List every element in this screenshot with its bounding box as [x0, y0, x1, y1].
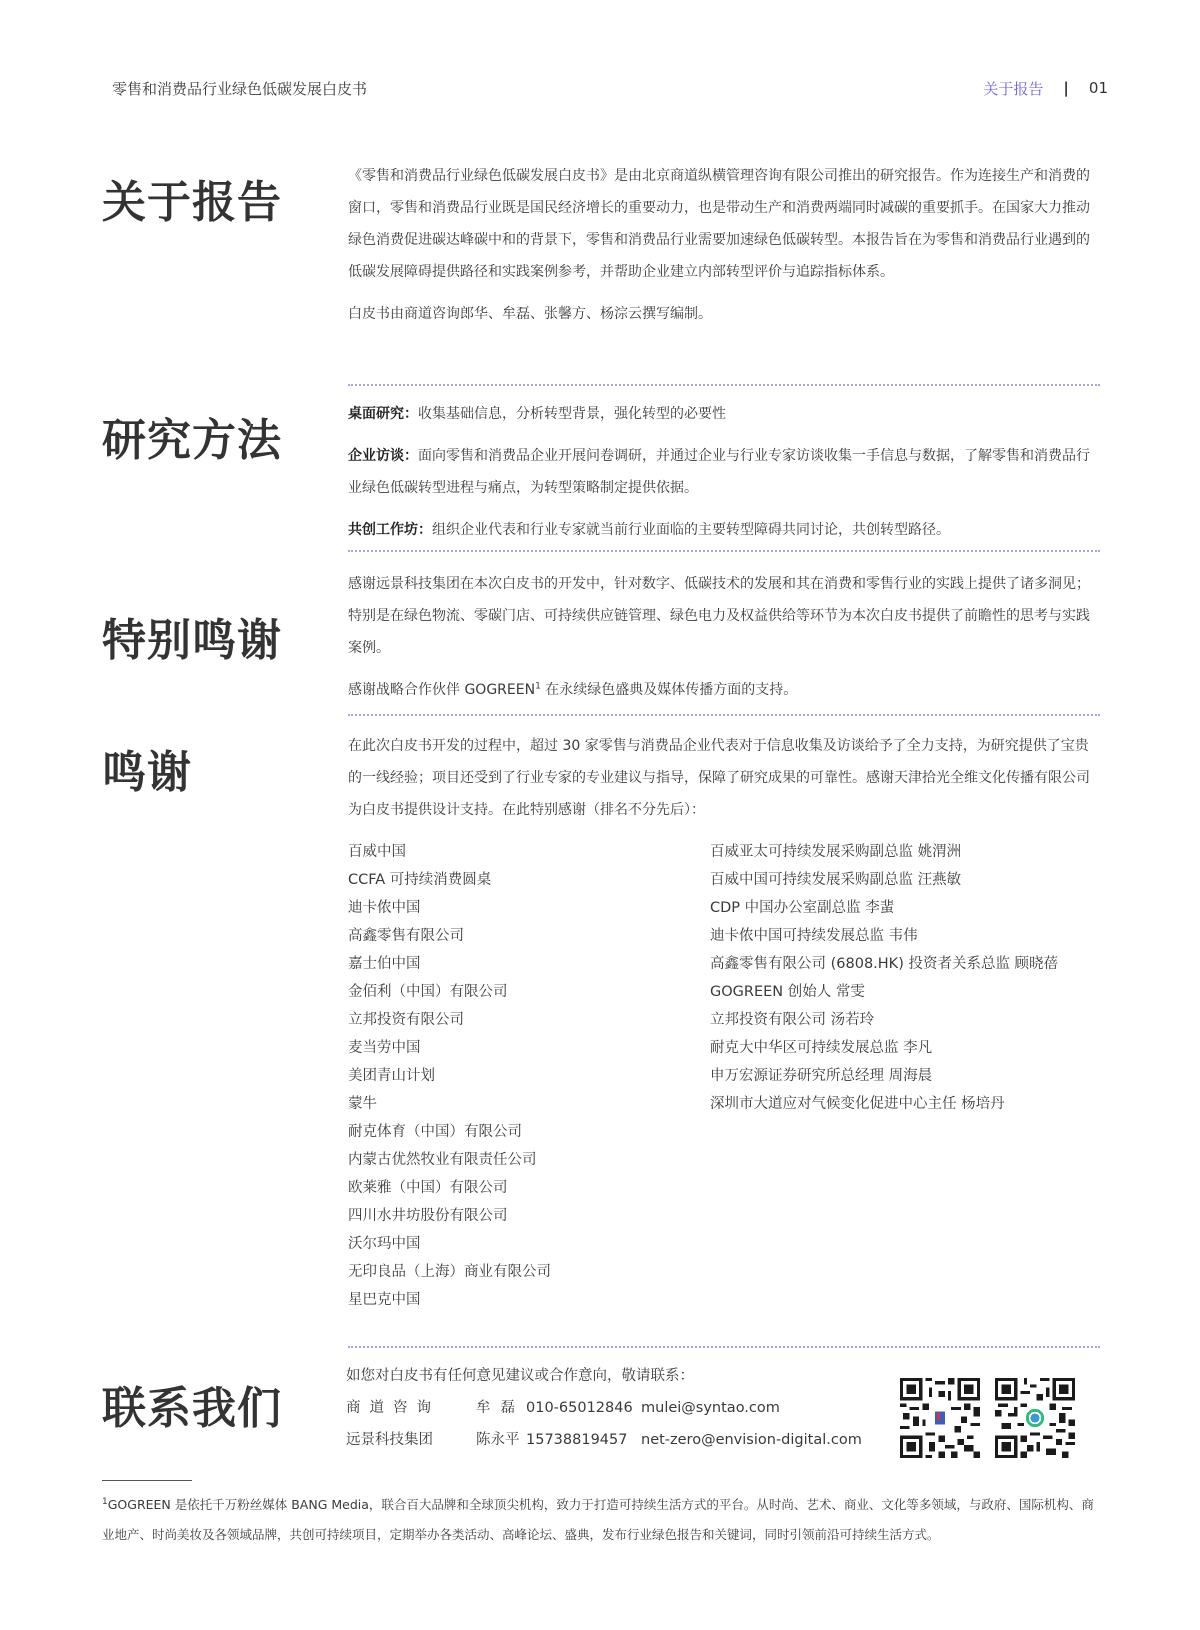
special-thanks-paragraph: 感谢远景科技集团在本次白皮书的开发中，针对数字、低碳技术的发展和其在消费和零售行业的实践上提供了诸多洞见；特别是在绿色物流、零碳门店、可持续供应链管理、绿色电力及权益供给等环节为本次白皮书提供了前瞻性的思考与实践案例。: [348, 576, 1090, 656]
company-list: [348, 838, 710, 1314]
company-item: 无印良品（上海）商业有限公司: [348, 1264, 551, 1280]
company-item: 迪卡侬中国: [348, 900, 421, 916]
footnote: [102, 1490, 1102, 1550]
header-separator: |: [1063, 79, 1069, 97]
contact-phone[interactable]: 15738819457: [526, 1432, 628, 1448]
section-heading-thanks: 鸣谢: [102, 747, 192, 798]
section-heading-about: 关于报告: [102, 177, 282, 228]
expert-item: 百威中国可持续发展采购副总监 汪燕敏: [710, 872, 962, 888]
page-header: [112, 76, 1108, 100]
about-paragraph: 《零售和消费品行业绿色低碳发展白皮书》是由北京商道纵横管理咨询有限公司推出的研究报告。作为连接生产和消费的窗口，零售和消费品行业既是国民经济增长的重要动力，也是带动生产和消费两端同时减碳的重要抓手。在国家大力推动绿色消费促进碳达峰碳中和的背景下，零售和消费品行业需要加速绿色低碳转型。本报告旨在为零售和消费品行业遇到的低碳发展障碍提供路径和实践案例参考，并帮助企业建立内部转型评价与追踪指标体系。: [348, 168, 1090, 280]
document-title: 零售和消费品行业绿色低碳发展白皮书: [112, 79, 368, 98]
expert-item: 高鑫零售有限公司 (6808.HK) 投资者关系总监 顾晓蓓: [710, 956, 1059, 972]
company-item: 金佰利（中国）有限公司: [348, 984, 508, 1000]
expert-item: CDP 中国办公室副总监 李蜚: [710, 900, 895, 916]
special-thanks-content: [348, 568, 1100, 706]
current-section-name: 关于报告: [983, 79, 1044, 98]
company-item: 四川水井坊股份有限公司: [348, 1208, 508, 1224]
syntao-qr-code-icon[interactable]: [900, 1378, 980, 1458]
contact-row-syntao: [346, 1392, 1098, 1424]
company-item: 高鑫零售有限公司: [348, 928, 464, 944]
method-text: 收集基础信息，分析转型背景，强化转型的必要性: [418, 406, 726, 422]
expert-list: [710, 838, 1058, 1314]
company-item: CCFA 可持续消费圆桌: [348, 872, 492, 888]
section-divider: [348, 1346, 1100, 1348]
method-label: 桌面研究：: [348, 406, 418, 422]
expert-item: 申万宏源证券研究所总经理 周海晨: [710, 1068, 933, 1084]
contact-row-envision: [346, 1424, 1098, 1456]
special-thanks-gogreen: [348, 674, 1100, 706]
footnote-marker[interactable]: 1: [535, 681, 541, 692]
expert-item: GOGREEN 创始人 常雯: [710, 984, 865, 1000]
company-item: 美团青山计划: [348, 1068, 435, 1084]
contact-org: 远景科技集团: [346, 1432, 433, 1448]
section-divider: [348, 550, 1100, 552]
method-text: 面向零售和消费品企业开展问卷调研，并通过企业与行业专家访谈收集一手信息与数据，了解零售和消费品行业绿色低碳转型进程与痛点，为转型策略制定提供依据。: [348, 448, 1090, 496]
contact-name: 牟磊: [476, 1400, 525, 1416]
section-heading-methods: 研究方法: [102, 415, 282, 466]
gogreen-text-suffix: 在永续绿色盛典及媒体传播方面的支持。: [540, 682, 798, 698]
expert-item: 深圳市大道应对气候变化促进中心主任 杨培丹: [710, 1096, 1005, 1112]
company-item: 星巴克中国: [348, 1292, 421, 1308]
expert-item: 立邦投资有限公司 汤若玲: [710, 1012, 875, 1028]
company-item: 百威中国: [348, 844, 406, 860]
method-label: 共创工作坊：: [348, 522, 432, 538]
contact-org: 商道咨询: [346, 1400, 440, 1416]
thanks-content: [348, 730, 1100, 1314]
footnote-rule: [102, 1480, 192, 1481]
gogreen-text: 感谢战略合作伙伴 GOGREEN: [348, 682, 536, 698]
about-content: [348, 160, 1100, 330]
contact-intro: 如您对白皮书有任何意见建议或合作意向，敬请联系：: [346, 1368, 694, 1384]
contact-content: [346, 1360, 1098, 1456]
company-item: 立邦投资有限公司: [348, 1012, 464, 1028]
method-item-interviews: [348, 440, 1100, 504]
envision-qr-code-icon[interactable]: [995, 1378, 1075, 1458]
method-label: 企业访谈：: [348, 448, 418, 464]
contact-email[interactable]: mulei@syntao.com: [641, 1400, 780, 1416]
method-item-desk-research: [348, 398, 1100, 430]
expert-item: 百威亚太可持续发展采购副总监 姚渭洲: [710, 844, 962, 860]
expert-item: 耐克大中华区可持续发展总监 李凡: [710, 1040, 933, 1056]
footnote-text: GOGREEN 是依托千万粉丝媒体 BANG Media，联合百大品牌和全球顶尖机构，致力于打造可持续生活方式的平台。从时尚、艺术、商业、文化等多领域，与政府、国际机构、商业地产、时尚美妆及各领域品牌，共创可持续项目，定期举办各类活动、高峰论坛、盛典，发布行业绿色报告和关键词，同时引领前沿可持续生活方式。: [102, 1497, 1094, 1542]
section-divider: [348, 714, 1100, 716]
contact-name: 陈永平: [476, 1432, 520, 1448]
company-item: 嘉士伯中国: [348, 956, 421, 972]
page-number: 01: [1088, 79, 1108, 97]
footnote-marker: 1: [102, 1496, 108, 1507]
method-text: 组织企业代表和行业专家就当前行业面临的主要转型障碍共同讨论，共创转型路径。: [432, 522, 950, 538]
company-item: 沃尔玛中国: [348, 1236, 421, 1252]
company-item: 耐克体育（中国）有限公司: [348, 1124, 522, 1140]
company-item: 麦当劳中国: [348, 1040, 421, 1056]
contact-phone[interactable]: 010-65012846: [526, 1400, 633, 1416]
contact-email[interactable]: net-zero@envision-digital.com: [641, 1432, 862, 1448]
about-authors: 白皮书由商道咨询郎华、牟磊、张馨方、杨淙云撰写编制。: [348, 306, 712, 322]
section-heading-special-thanks: 特别鸣谢: [102, 615, 282, 666]
header-right: [983, 78, 1108, 99]
company-item: 内蒙古优然牧业有限责任公司: [348, 1152, 537, 1168]
company-item: 蒙牛: [348, 1096, 377, 1112]
company-item: 欧莱雅（中国）有限公司: [348, 1180, 508, 1196]
method-item-workshop: [348, 514, 1100, 546]
section-divider: [348, 384, 1100, 386]
expert-item: 迪卡侬中国可持续发展总监 韦伟: [710, 928, 918, 944]
section-heading-contact: 联系我们: [102, 1383, 282, 1434]
thanks-intro: 在此次白皮书开发的过程中，超过 30 家零售与消费品企业代表对于信息收集及访谈给予了全力支持，为研究提供了宝贵的一线经验；项目还受到了行业专家的专业建议与指导，保障了研究成果的可靠性。感谢天津拾光全维文化传播有限公司为白皮书提供设计支持。在此特别感谢（排名不分先后）：: [348, 738, 1090, 818]
thanks-lists: [348, 838, 1100, 1314]
methods-content: [348, 398, 1100, 546]
